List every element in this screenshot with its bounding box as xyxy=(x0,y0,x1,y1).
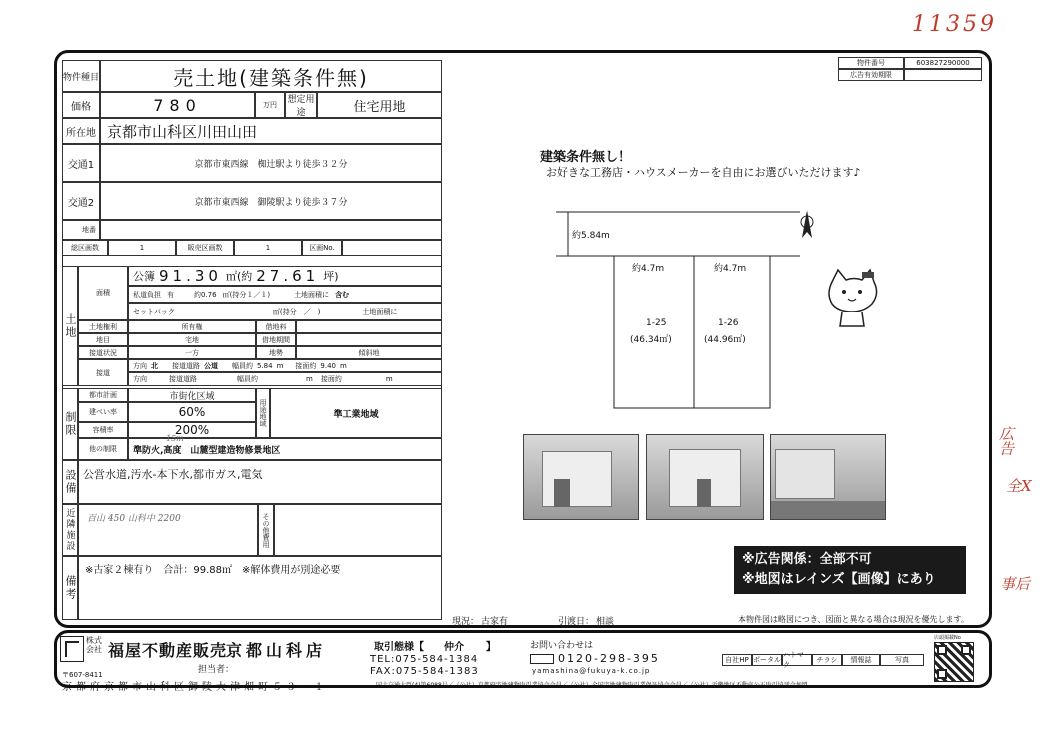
deal-label: 取引態様【 xyxy=(374,642,424,653)
ad-valid-value xyxy=(904,69,982,81)
photo-house-2 xyxy=(646,434,764,520)
sqm-unit: ㎡(約 xyxy=(225,270,253,283)
price-unit: 万円 xyxy=(255,92,285,118)
rights-label: 土地権利 xyxy=(78,320,128,333)
location-label: 所在地 xyxy=(62,118,100,144)
registry-label: 公簿 xyxy=(133,270,155,283)
road2-width-label: 幅員約 xyxy=(237,375,258,383)
lot-no-label: 区画No. xyxy=(302,240,342,256)
road-width: 約5.84m xyxy=(572,231,610,241)
company-name: 福屋不動産販売 xyxy=(108,641,228,660)
lease-term-value xyxy=(296,333,442,346)
company-branch: 京都山科店 xyxy=(226,641,327,660)
other-restriction-value: 準防火,高度 山麓型建造物修景地区 xyxy=(128,438,442,460)
road1-contact-label: 接面約 xyxy=(295,361,317,370)
area-row xyxy=(128,266,442,286)
price-value: 780 xyxy=(100,92,255,118)
far-label: 容積率 xyxy=(78,422,128,438)
setback-share: ㎡(持分 ／ ) xyxy=(272,307,321,316)
lot-b-no: 1-26 xyxy=(718,318,739,328)
setback-included: 土地面積に xyxy=(362,307,398,316)
road2-unit: m xyxy=(306,375,313,383)
bcr-value: 60% xyxy=(128,402,256,422)
handover xyxy=(558,614,614,627)
tel: TEL:075-584-1384 xyxy=(370,654,479,665)
promo-subline: お好きな工務店・ハウスメーカーを自由にお選びいただけます♪ xyxy=(546,166,861,179)
road1-width: 5.84 xyxy=(257,361,273,370)
deal-close: 】 xyxy=(486,642,496,653)
road1-dir: 北 xyxy=(151,361,158,370)
zone-value: 準工業地域 xyxy=(270,388,442,438)
btn-photo: 写真 xyxy=(880,654,924,666)
lot-a-area: (46.34㎡) xyxy=(630,335,672,345)
area-sqm: 91.30 xyxy=(159,267,222,285)
bcr-label: 建ぺい率 xyxy=(78,402,128,422)
qr-label: 店頭掲載No xyxy=(934,635,961,641)
transport1-value: 京都市東西線 椥辻駅より徒歩３２分 xyxy=(100,144,442,182)
person-label: 担当者： xyxy=(198,665,235,675)
ad-valid-label: 広告有効期限 xyxy=(838,69,904,81)
contact-label: お問い合わせは xyxy=(530,641,594,651)
handwritten-number: 11359 xyxy=(912,12,997,37)
schools-label: 近隣施設 xyxy=(62,504,78,556)
btn-hatomark: ハトマーク xyxy=(783,651,811,669)
property-type-value: 売土地(建築条件無) xyxy=(100,60,442,92)
other-restriction-label: 他の制限 xyxy=(78,438,128,460)
terrain-label: 地勢 xyxy=(256,346,296,359)
btn-magazine: 情報誌 xyxy=(842,654,880,666)
included-label: 土地面積に xyxy=(294,290,330,299)
address: 京都府京都市山科区御陵大津畑町５３－１ xyxy=(62,682,328,693)
license: 国土交通大臣(4)第6088号／（公社）京都府宅地建物取引業協会会員／（公社）全国宅地建物取引業保証協会会員／（公社）近畿地区不動産公正取引協議会加盟 xyxy=(376,682,808,689)
rights-value: 所有権 xyxy=(128,320,256,333)
cat-mascot-icon xyxy=(824,268,880,330)
lease-fee-value xyxy=(296,320,442,333)
road2-unit2: m xyxy=(385,375,393,383)
road2-type-label: 接道道路 xyxy=(169,375,197,383)
company-logo-icon xyxy=(60,636,84,662)
transport2-value: 京都市東西線 御陵駅より徒歩３７分 xyxy=(100,182,442,220)
road2-row xyxy=(128,372,442,386)
deal-value: 仲介 xyxy=(444,642,464,653)
handover-label: 引渡日： xyxy=(558,617,595,627)
remarks-value: ※古家２棟有り 合計：99.88㎡ ※解体費用が別途必要 xyxy=(78,556,442,620)
notice-line2: ※地図はレインズ【画像】にあり xyxy=(742,572,936,587)
total-lots-value: 1 xyxy=(108,240,176,256)
private-road-row xyxy=(128,286,442,303)
access-value: 一方 xyxy=(128,346,256,359)
property-type-label: 物件種目 xyxy=(62,60,100,92)
road1-unit: m xyxy=(276,361,284,370)
handwritten-note-ad: 広告 xyxy=(997,426,1015,456)
transport2-label: 交通2 xyxy=(62,182,100,220)
sale-lots-label: 販売区画数 xyxy=(176,240,234,256)
notice-line1: ※広告関係：全部不可 xyxy=(742,552,872,567)
lease-term-label: 借地期間 xyxy=(256,333,296,346)
notice-box xyxy=(734,546,966,594)
lease-fee-label: 借地料 xyxy=(256,320,296,333)
lot-b-area: (44.96㎡) xyxy=(704,335,746,345)
private-road-has: 有 xyxy=(167,290,174,299)
city-plan-value: 市街化区域 xyxy=(128,388,256,402)
frontage-label: 接道 xyxy=(78,359,128,386)
access-label: 接道状況 xyxy=(78,346,128,359)
use-label: 想定用途 xyxy=(285,92,317,118)
road1-contact: 9.40 xyxy=(320,361,337,370)
land-category-label: 地目 xyxy=(78,333,128,346)
setback-label: セットバック xyxy=(133,307,175,316)
private-road-label: 私道負担 xyxy=(133,290,161,299)
property-no-value: 603827290000 xyxy=(904,57,982,69)
other-cost-label: その他費用 xyxy=(258,504,274,556)
private-road-area: 約0.76 xyxy=(194,290,217,299)
property-no-label: 物件番号 xyxy=(838,57,904,69)
far-value: 200% xyxy=(128,422,256,438)
current-status-label: 現況： xyxy=(452,617,480,627)
photo-street xyxy=(770,434,886,520)
land-category-value: 宅地 xyxy=(128,333,256,346)
lot-label: 地番 xyxy=(62,220,100,240)
lot-a-width: 約4.7m xyxy=(632,264,665,274)
north-arrow xyxy=(802,210,812,238)
zip: 〒607-8411 xyxy=(62,671,103,679)
disclaimer: 本物件図は略図につき、図面と異なる場合は現況を優先します。 xyxy=(738,615,969,624)
handwritten-note-all: 全X xyxy=(1006,477,1032,495)
city-plan-label: 都市計画 xyxy=(78,388,128,402)
lot-value xyxy=(100,220,442,240)
land-section-label: 土地 xyxy=(62,266,78,386)
location-value: 京都市山科区川田山田 xyxy=(100,118,442,144)
other-cost-value xyxy=(274,504,442,556)
road1-type: 公道 xyxy=(204,361,218,370)
deal-type xyxy=(374,638,496,653)
handwritten-height: 15m xyxy=(166,434,184,443)
free-dial: 0120-298-395 xyxy=(558,652,660,665)
north-label: N xyxy=(803,207,808,214)
transport1-label: 交通1 xyxy=(62,144,100,182)
fax: FAX:075-584-1383 xyxy=(370,666,479,677)
lot-b-width: 約4.7m xyxy=(714,264,747,274)
photo-house-1 xyxy=(523,434,639,520)
lot-a-no: 1-25 xyxy=(646,318,667,328)
zone-label: 用途地域 xyxy=(256,388,270,438)
handwritten-note-after: 事后 xyxy=(1000,575,1031,593)
handover-value: 相談 xyxy=(596,617,615,627)
free-dial-icon xyxy=(530,654,554,664)
road2-dir-label: 方向 xyxy=(133,375,147,383)
road1-type-label: 接道道路 xyxy=(172,361,200,370)
btn-homepage: 自社HP xyxy=(722,654,752,666)
sale-lots-value: 1 xyxy=(234,240,302,256)
area-label: 面積 xyxy=(78,266,128,320)
kabushiki: 株式会社 xyxy=(86,636,102,654)
facilities-value: 公営水道,汚水-本下水,都市ガス,電気 xyxy=(78,460,442,504)
use-value: 住宅用地 xyxy=(317,92,442,118)
lot-no-value xyxy=(342,240,442,256)
road1-row xyxy=(128,359,442,372)
schools-value-box xyxy=(78,504,258,556)
current-status-value: 古家有 xyxy=(481,617,509,627)
btn-portal: ポータル xyxy=(753,656,781,664)
private-road-share: ㎡(持分１／１) xyxy=(222,290,271,299)
facilities-label: 設備 xyxy=(62,460,78,504)
area-tsubo: 27.61 xyxy=(256,267,320,285)
road2-contact-label: 接面約 xyxy=(320,375,342,383)
current-status xyxy=(452,614,508,627)
tsubo-unit: 坪) xyxy=(323,270,339,283)
price-label: 価格 xyxy=(62,92,100,118)
road1-dir-label: 方向 xyxy=(133,361,147,370)
terrain-value: 傾斜地 xyxy=(296,346,442,359)
road1-unit2: m xyxy=(340,361,347,370)
included-value: 含む xyxy=(335,290,350,299)
promo-headline: 建築条件無し！ xyxy=(540,150,632,165)
btn-flyer: チラシ xyxy=(812,654,842,666)
qr-code-icon xyxy=(934,642,974,682)
email: yamashina@fukuya-k.co.jp xyxy=(532,667,651,675)
handwritten-schools: 百山 450 山科中 2200 xyxy=(87,514,181,524)
remarks-label: 備考 xyxy=(62,556,78,620)
restrictions-section-label: 制限 xyxy=(62,388,78,460)
road1-width-label: 幅員約 xyxy=(232,361,253,370)
total-lots-label: 総区画数 xyxy=(62,240,108,256)
setback-row xyxy=(128,303,442,320)
